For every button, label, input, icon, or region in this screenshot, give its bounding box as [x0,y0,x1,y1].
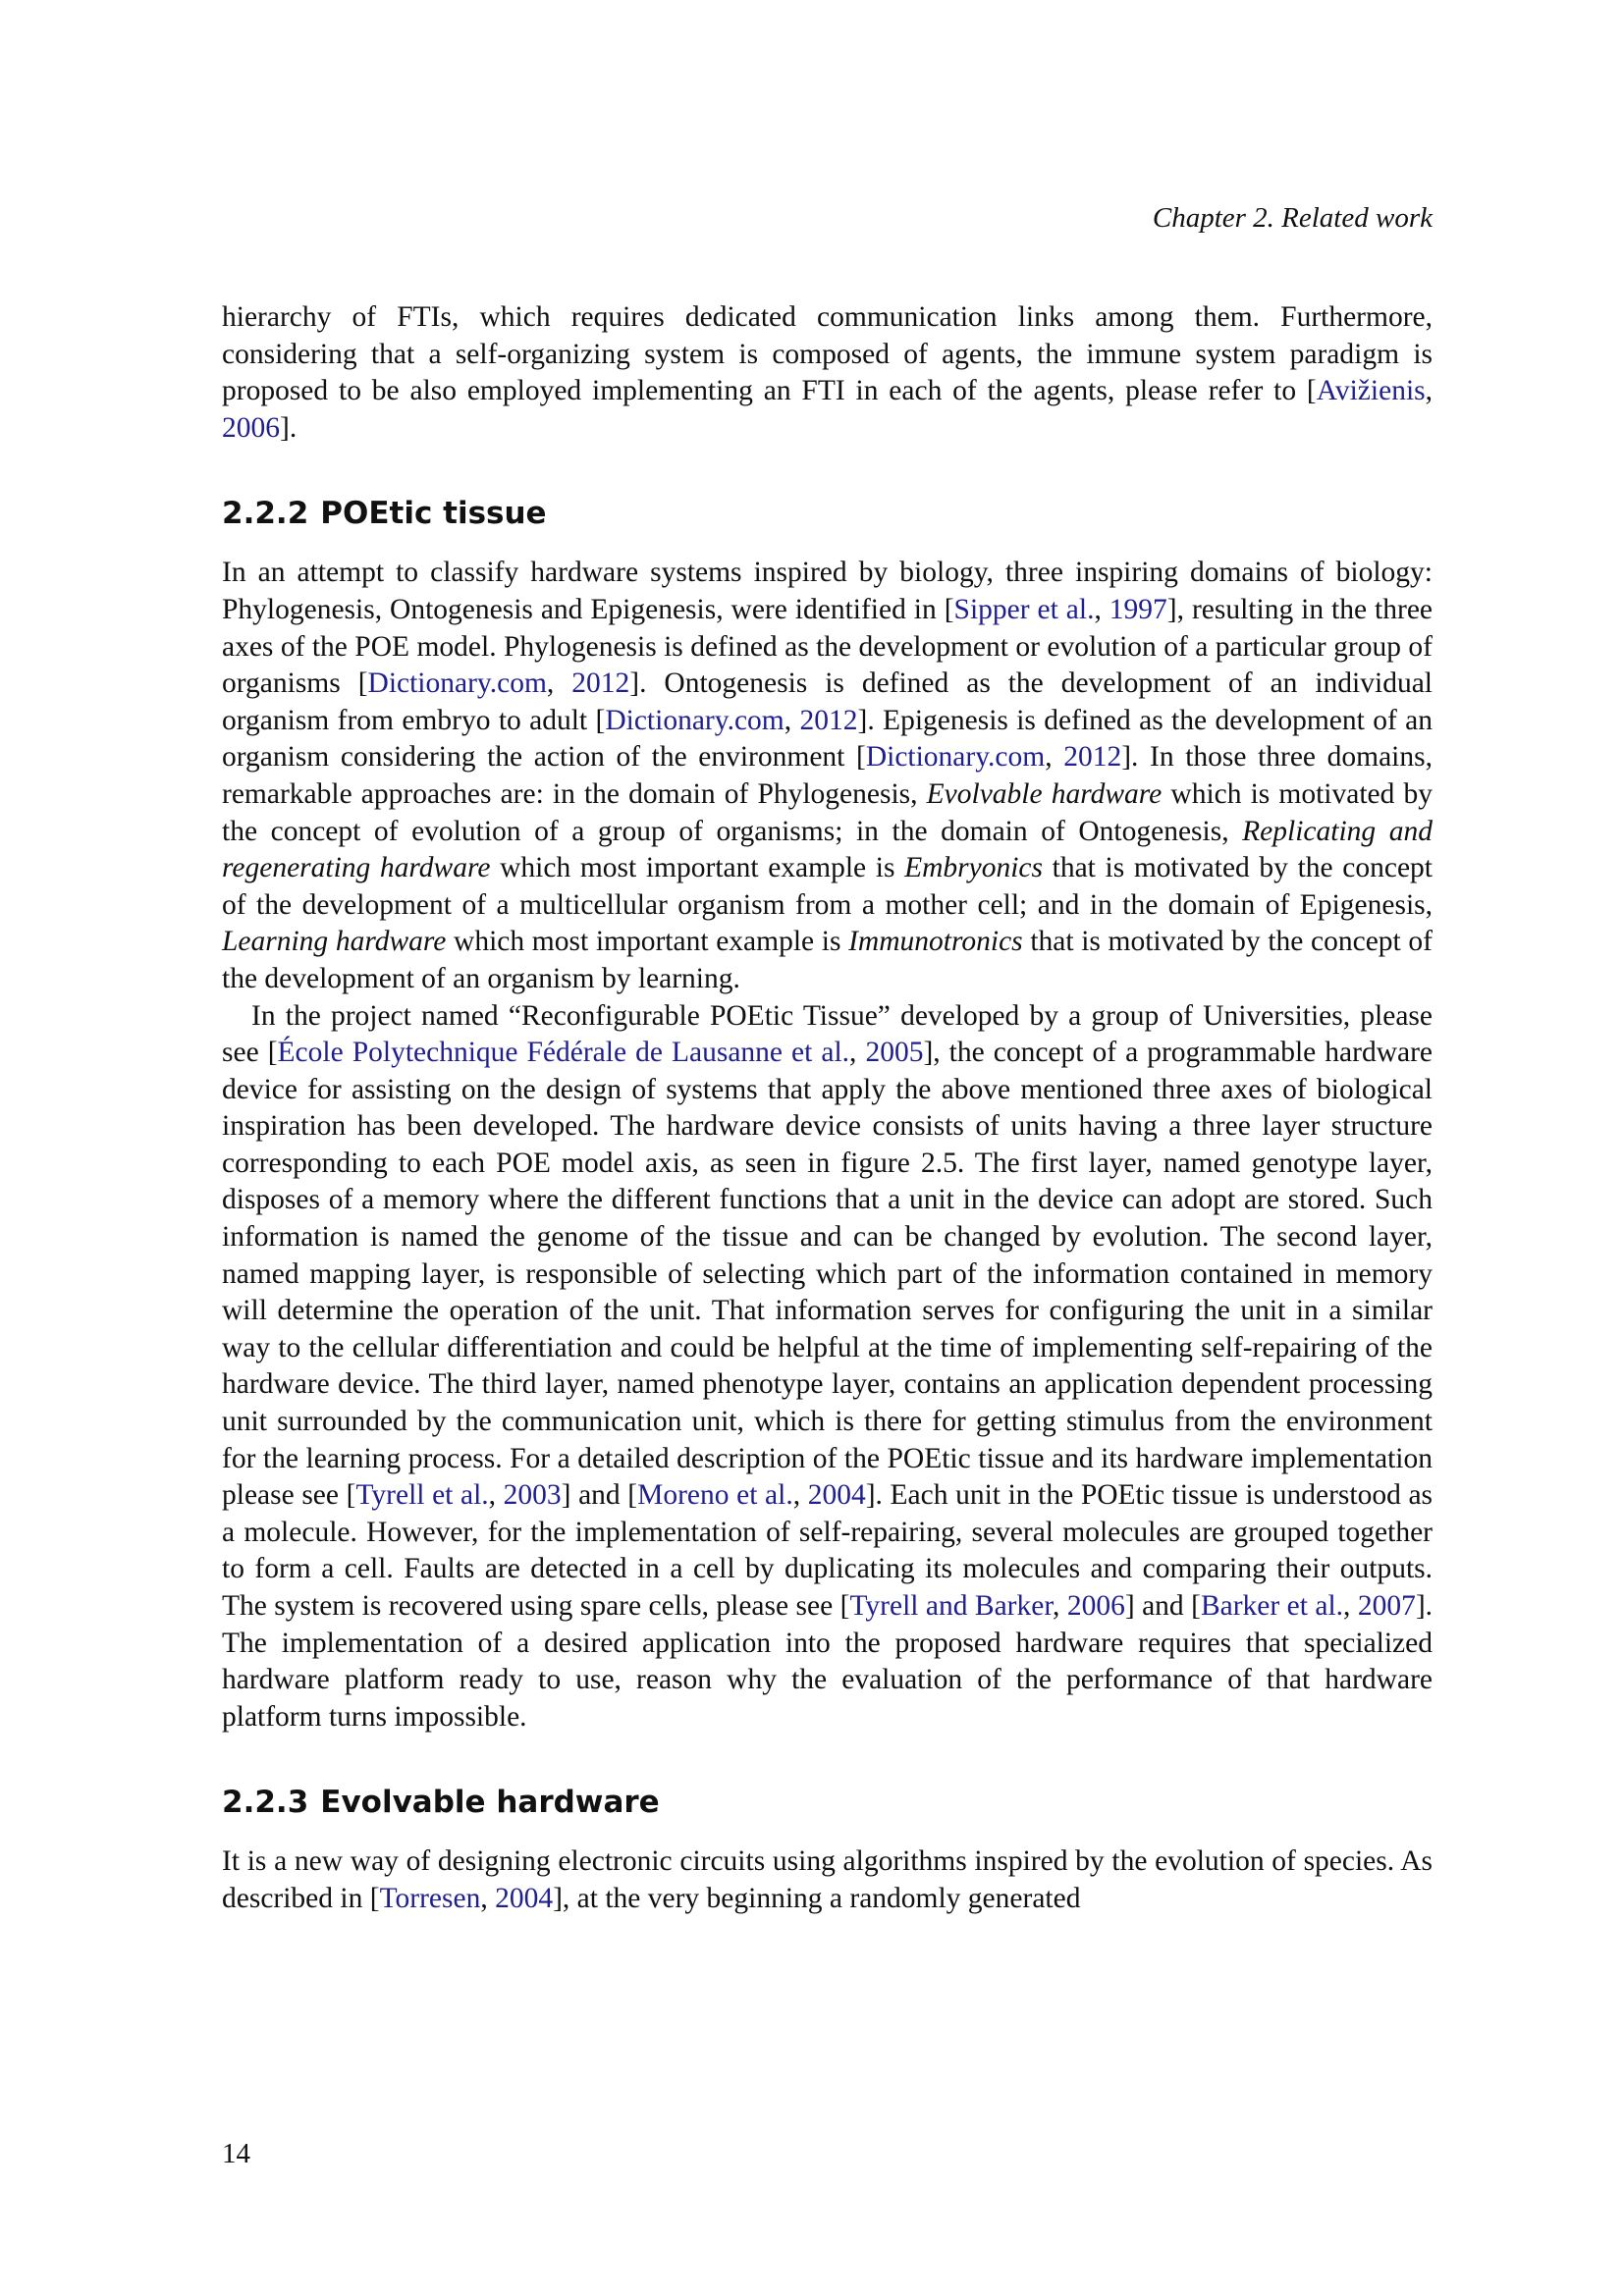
citation-link[interactable]: Sipper et al. [953,593,1095,625]
poetic-paragraph-2: In the project named “Reconfigurable POEtic Tissue” developed by a group of Universities, please see [École Polytechnique Fédérale de Lausanne et al., 2005], the concept of a programmable hardware device for assisting on the design of systems that apply the above mentioned three axes of biological inspiration has been developed. The hardware device consists of units having a three layer structure corresponding to each POE model axis, as seen in figure 2.5. The first layer, named genotype layer, disposes of a memory where the different functions that a unit in the device can adopt are stored. Such information is named the genome of the tissue and can be changed by evolution. The second layer, named mapping layer, is responsible of selecting which part of the information contained in memory will determine the operation of the unit. That information serves for configuring the unit in a similar way to the cellular differentiation and could be helpful at the time of implementing self-repairing of the hardware device. The third layer, named phenotype layer, contains an application dependent processing unit surrounded by the communication unit, which is there for getting stimulus from the environment for the learning process. For a detailed description of the POEtic tissue and its hardware implementation please see [Tyrell et al., 2003] and [Moreno et al., 2004]. Each unit in the POEtic tissue is understood as a molecule. However, for the implementation of self-repairing, several molecules are grouped together to form a cell. Faults are detected in a cell by duplicating its molecules and comparing their outputs. The system is recovered using spare cells, please see [Tyrell and Barker, 2006] and [Barker et al., 2007]. The implementation of a desired application into the proposed hardware requires that specialized hardware platform ready to use, reason why the evaluation of the performance of that hardware platform turns impossible. [222,999,1434,1733]
citation-link[interactable]: Avižienis [1316,375,1426,407]
section-title: POEtic tissue [320,496,547,532]
citation-link[interactable]: Moreno et al. [637,1479,793,1512]
citation-link[interactable]: Tyrell et al. [355,1479,489,1512]
citation-link[interactable]: Dictionary.com [367,667,547,700]
running-head: Chapter 2. Related work [1152,202,1433,234]
section-number: 2.2.3 [222,1785,309,1821]
emphasis-term: Learning hardware [222,926,447,958]
citation-year-link[interactable]: 2012 [1063,741,1122,774]
citation-link[interactable]: Dictionary.com [865,741,1046,774]
emphasis-term: Immunotronics [848,926,1023,958]
emphasis-term: Evolvable hardware [926,777,1163,810]
citation-year-link[interactable]: 2006 [1066,1590,1125,1622]
section-heading-poetic-tissue [222,494,1433,533]
poetic-paragraph-1: In an attempt to classify hardware systems inspired by biology, three inspiring domains of biology: Phylogenesis, Ontogenesis and Epigenesis, were identified in [Sipper et al., 1997], resulting in the three axes of the POE model. Phylogenesis is defined as the development or evolution of a particular group of organisms [Dictionary.com, 2012]. Ontogenesis is defined as the development of an individual organism from embryo to adult [Dictionary.com, 2012]. Epigenesis is defined as the development of an organism considering the action of the environment [Dictionary.com, 2012]. In those three domains, remarkable approaches are: in the domain of Phylogenesis, Evolvable hardware which is motivated by the concept of evolution of a group of organisms; in the domain of Ontogenesis, Replicating and regenerating hardware which most important example is Embryonics that is motivated by the concept of the development of a multicellular organism from a mother cell; and in the domain of Epigenesis, Learning hardware which most important example is Immunotronics that is motivated by the concept of the development of an organism by learning. [222,557,1434,994]
citation-year-link[interactable]: 2006 [222,411,280,444]
citation-link[interactable]: Tyrell and Barker [849,1590,1053,1622]
emphasis-term: Replicating and regenerating hardware [222,815,1433,884]
page-body [222,299,1433,1918]
section-heading-evolvable-hardware [222,1783,1433,1822]
citation-link[interactable]: École Polytechnique Fédérale de Lausanne et al. [277,1037,850,1069]
page-number: 14 [222,2138,250,2169]
citation-link[interactable]: Torresen [379,1882,481,1914]
citation-year-link[interactable]: 2004 [807,1479,866,1512]
citation-year-link[interactable]: 2012 [571,667,630,700]
citation-year-link[interactable]: 2004 [495,1882,554,1914]
section-number: 2.2.2 [222,496,309,532]
evolvable-paragraph-1: It is a new way of designing electronic circuits using algorithms inspired by the evolution of species. As described in [Torresen, 2004], at the very beginning a randomly generated [222,1845,1433,1914]
intro-paragraph: hierarchy of FTIs, which requires dedicated communication links among them. Furthermore, considering that a self-organizing system is composed of agents, the immune system paradigm is proposed to be also employed implementing an FTI in each of the agents, please refer to [Avižienis, 2006]. [222,301,1433,444]
citation-year-link[interactable]: 2007 [1357,1590,1416,1622]
citation-link[interactable]: Barker et al. [1200,1590,1344,1622]
citation-year-link[interactable]: 2003 [503,1479,562,1512]
citation-link[interactable]: Dictionary.com [605,704,784,736]
citation-year-link[interactable]: 1997 [1109,593,1167,625]
citation-year-link[interactable]: 2012 [799,704,858,736]
section-title: Evolvable hardware [320,1785,660,1821]
citation-year-link[interactable]: 2005 [865,1037,924,1069]
emphasis-term: Embryonics [904,852,1043,884]
